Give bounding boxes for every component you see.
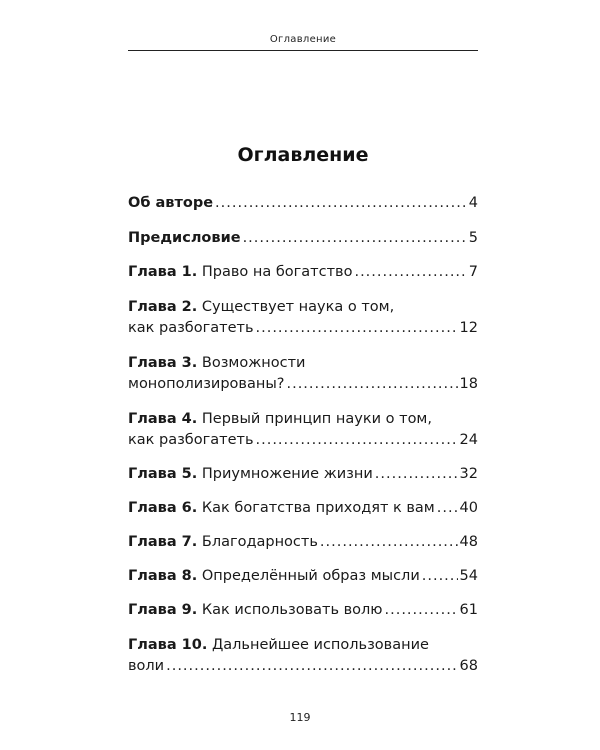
toc-entry-about-author (128, 193, 478, 214)
toc-entry-title: Дальнейшее использование (211, 637, 429, 653)
toc-entry-lead: Глава 6. (128, 500, 198, 516)
toc-entry-preface (128, 228, 478, 249)
toc-entry-lead: Глава 9. (128, 602, 198, 618)
toc-entry-chapter-3 (128, 353, 478, 395)
toc-entry-chapter-10 (128, 635, 478, 677)
header-rule (128, 50, 478, 51)
dot-leader (320, 532, 458, 553)
toc-entry-chapter-8 (128, 566, 478, 587)
dot-leader (215, 193, 467, 214)
toc-entry-lead: Об автоpe (128, 195, 214, 211)
toc-title: Оглавление (237, 144, 369, 166)
dot-leader (166, 656, 457, 677)
toc-page-number: 4 (468, 195, 478, 211)
dot-leader (385, 600, 458, 621)
toc-entry-title-continued: воли (128, 658, 165, 674)
dot-leader (286, 374, 457, 395)
toc-entry-lead: Глава 8. (128, 568, 198, 584)
toc-entry-title: Первый принцип науки о том, (201, 411, 432, 427)
toc-entry-title-continued: как разбогатеть (128, 320, 254, 336)
toc-entry-chapter-5 (128, 464, 478, 485)
dot-leader (243, 228, 467, 249)
toc-page-number: 12 (459, 320, 478, 336)
toc-entry-lead: Глава 5. (128, 466, 198, 482)
toc-entry-lead: Глава 10. (128, 637, 208, 653)
toc-entry-title: Как богатства приходят к вам (201, 500, 435, 516)
toc-entry-chapter-4 (128, 409, 478, 451)
toc-entry-title: Благодарность (201, 534, 318, 550)
toc-entry-lead: Предисловие (128, 230, 241, 246)
toc-entry-title: Существует наука о том, (201, 299, 395, 315)
dot-leader (354, 262, 466, 283)
toc-entry-lead: Глава 7. (128, 534, 198, 550)
toc-page-number: 5 (468, 230, 478, 246)
toc-page-number: 24 (459, 432, 478, 448)
toc-page-number: 18 (459, 376, 478, 392)
toc-entry-title: Как использовать волю (201, 602, 383, 618)
toc-entry-title-continued: как разбогатеть (128, 432, 254, 448)
toc-entry-title: Приумножение жизни (201, 466, 373, 482)
toc-page-number: 48 (459, 534, 478, 550)
toc-entry-chapter-6 (128, 498, 478, 519)
running-head: Оглавление (269, 34, 337, 45)
toc-entry-title: Возможности (201, 355, 306, 371)
toc-page-number: 54 (459, 568, 478, 584)
dot-leader (422, 566, 458, 587)
toc-page-number: 40 (459, 500, 478, 516)
toc-entry-title: Право на богатство (201, 264, 353, 280)
toc-entry-title: Определённый образ мысли (201, 568, 420, 584)
toc-entry-title-continued: монополизированы? (128, 376, 285, 392)
toc-page-number: 68 (459, 658, 478, 674)
toc-page-number: 32 (459, 466, 478, 482)
dot-leader (437, 498, 458, 519)
toc-entry-chapter-9 (128, 600, 478, 621)
toc-page-number: 61 (459, 602, 478, 618)
dot-leader (256, 430, 458, 451)
toc-entry-chapter-1 (128, 262, 478, 283)
toc-entry-chapter-7 (128, 532, 478, 553)
dot-leader (375, 464, 458, 485)
toc-page-number: 7 (468, 264, 478, 280)
toc-entry-chapter-2 (128, 297, 478, 339)
toc-entry-lead: Глава 4. (128, 411, 198, 427)
dot-leader (256, 318, 458, 339)
page-number: 119 (289, 711, 311, 724)
toc-entry-lead: Глава 3. (128, 355, 198, 371)
toc-entry-lead: Глава 1. (128, 264, 198, 280)
toc-entry-lead: Глава 2. (128, 299, 198, 315)
